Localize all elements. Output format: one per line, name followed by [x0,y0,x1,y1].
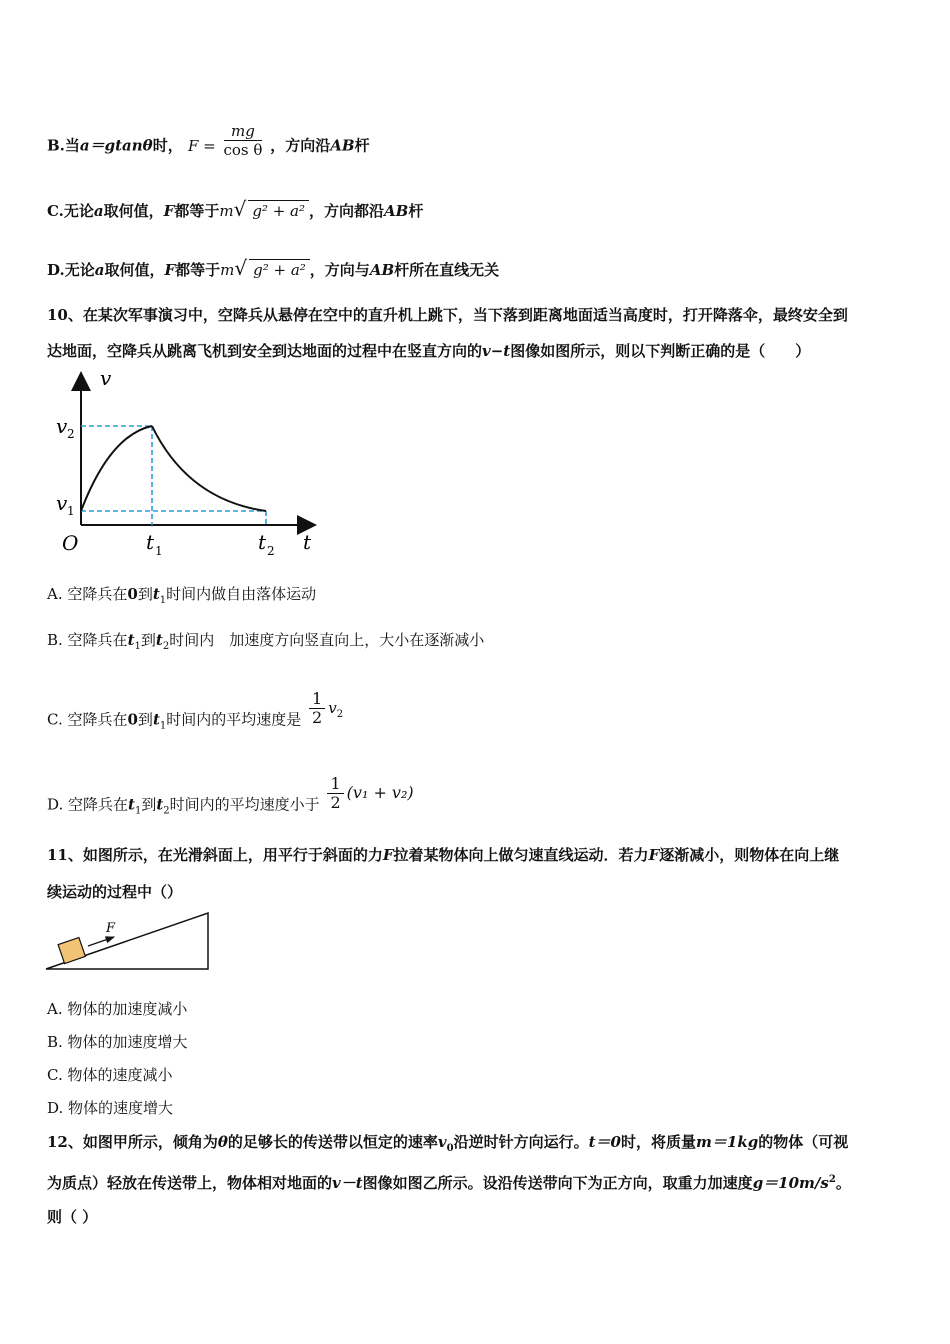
q11-force-label: F [106,921,116,936]
q10-label-t1: t [146,530,155,554]
q9-b-formula [187,122,270,159]
q10-label-v2-sub: 2 [67,427,75,441]
q9-c-formula: m√ g² + a² [219,202,309,220]
q12-stem-line1 [47,1132,848,1159]
q10-label-v: v [100,366,112,390]
q10-option-b [47,630,484,657]
q12-stem-2a: 为质点）轻放在传送带上，物体相对地面的 [47,1174,333,1192]
q10-d-half-num: 1 [327,775,343,794]
q10-b-t1-sub: 1 [134,641,141,652]
q10-d-text: D. 空降兵在 [47,795,129,814]
q9-b-fraction [224,122,263,159]
q9-c-radicand: g² + a² [248,200,309,221]
q11-stem-1c: 拉着某物体向上做匀速直线运动．若力 [393,846,649,864]
q9-d-F: F [164,261,176,279]
q10-d-expr: (v₁ + v₂) [346,782,414,802]
q11-block [58,938,85,964]
q10-d-half [327,775,343,812]
q9-d-end: 杆所在直线无关 [394,261,500,279]
q12-v0: v [437,1133,447,1151]
q12-stem-line2 [47,1170,851,1193]
q9-c-F: F [163,202,175,220]
q11-stem-line1 [47,845,839,865]
q9-option-d [47,258,499,280]
q10-c-half [309,690,325,727]
q11-option-c: C. 物体的速度减小 [47,1066,173,1084]
q10-d-t1: t [128,795,135,814]
q10-c-t1: t [152,710,160,729]
q12-theta: θ [217,1133,228,1151]
q9-b-ab: AB [330,136,355,155]
q10-c-v: v [328,698,337,717]
q12-g-sup: 2 [828,1174,836,1185]
q10-label-t2: t [258,530,267,554]
q10-d-to: 到 [141,795,157,814]
q10-d-t2-sub: 2 [163,805,170,817]
q10-b-t2: t [155,631,163,649]
q11-incline-figure [44,910,214,974]
q9-d-m: m [220,261,235,279]
q11-option-a: A. 物体的加速度减小 [47,1000,188,1018]
q9-d-ab: AB [369,261,395,279]
q9-option-c [47,199,423,221]
q10-b-t2-sub: 2 [162,641,170,652]
q9-b-den: cos θ [223,141,263,159]
q12-g: g＝10m/s [752,1174,829,1192]
q10-label-v1: v [56,491,68,515]
q10-stem-2c: 图像如图所示，则以下判断正确的是（ ） [510,342,811,360]
q10-a-end: 时间内做自由落体运动 [166,585,317,603]
q9-b-mid: 时， [152,136,183,155]
q12-vt: v－t [332,1174,363,1192]
q9-d-mid: 取何值， [104,261,165,279]
q10-d-end: 时间内的平均速度小于 [169,795,320,814]
q10-label-v1-sub: 1 [67,504,75,518]
q10-a-text: A. 空降兵在 [47,585,128,603]
q10-curve-fall [152,426,266,511]
q12-stem-line3: 则（ ） [47,1208,98,1226]
q10-c-half-num: 1 [309,690,325,709]
q10-label-t: t [303,530,312,554]
q10-c-end: 时间内的平均速度是 [166,710,302,729]
q10-stem-line1: 10、在某次军事演习中，空降兵从悬停在空中的直升机上跳下，当下落到距离地面适当高度时，打开降落伞，最终安全到 [47,306,848,324]
q9-c-end: 杆 [408,202,424,220]
q10-label-v2: v [56,414,68,438]
q9-c-m: m [219,202,234,220]
q11-stem-F1: F [382,846,394,864]
q9-c-a: a [93,202,104,220]
q10-a-t: t [152,585,160,603]
q9-b-suffix: ，方向沿 [270,136,331,155]
q9-d-suffix: ，方向与 [309,261,370,279]
q10-b-text: B. 空降兵在 [47,631,128,649]
q9-c-suffix: ，方向都沿 [309,202,385,220]
q10-vt-graph [48,365,328,560]
q11-stem-1a: 11、如图所示，在光滑斜面上，用平行于斜面的力 [47,846,383,864]
q9-b-eq: = [203,136,216,155]
q12-stem-2c: 。 [835,1174,851,1192]
q10-label-t1-sub: 1 [155,544,163,558]
q12-stem-1b: 的足够长的传送带以恒定的速率 [227,1133,438,1151]
q9-b-cond: a＝gtanθ [79,136,153,155]
q12-stem-1e: 的物体（可视 [758,1133,849,1151]
q9-d-a: a [94,261,105,279]
q10-option-d [47,774,414,824]
q9-c-ab: AB [384,202,409,220]
q9-option-b [47,122,370,165]
q10-b-t1: t [127,631,135,649]
q10-d-t1-sub: 1 [134,805,142,817]
q12-t0: t＝0 [588,1133,621,1151]
q10-c-to: 到 [137,710,153,729]
q10-b-to: 到 [140,631,156,649]
q9-d-formula: m√ g² + a² [220,261,310,279]
q10-stem-line2 [47,341,810,361]
q10-label-t2-sub: 2 [267,544,275,558]
q10-label-origin: O [62,531,79,555]
q9-b-num: mg [224,122,263,141]
q9-d-radicand: g² + a² [249,259,310,280]
q10-b-end: 时间内 加速度方向竖直向上，大小在逐渐减小 [169,631,485,649]
q11-option-b: B. 物体的加速度增大 [47,1033,188,1051]
q10-d-half-den: 2 [330,793,341,812]
q10-c-half-den: 2 [312,708,323,727]
q9-b-end: 杆 [354,136,370,155]
q10-stem-vt: v−t [482,342,511,360]
q12-stem-1c: 沿逆时针方向运行。 [453,1133,589,1151]
q12-v0-sub: 0 [446,1143,454,1154]
q11-stem-1e: 逐渐减小，则物体在向上继 [659,846,840,864]
q10-d-t2: t [156,795,164,814]
q10-c-v-sub: 2 [336,708,344,720]
q10-c-zero: 0 [127,710,138,729]
q12-stem-1a: 12、如图甲所示，倾角为 [47,1133,218,1151]
q10-c-text: C. 空降兵在 [47,710,128,729]
q10-stem-2a: 达地面，空降兵从跳离飞机到安全到达地面的过程中在竖直方向的 [47,342,483,360]
q12-stem-1d: 时，将质量 [621,1133,697,1151]
q11-force-arrow [88,937,114,946]
q9-b-prefix: B.当 [47,136,80,155]
q10-option-a [47,584,316,611]
q10-a-zero: 0 [127,585,138,603]
q10-a-to: 到 [137,585,153,603]
q9-c-mid2: 都等于 [174,202,220,220]
q10-c-t1-sub: 1 [159,720,167,732]
q9-c-prefix: C.无论 [47,202,94,220]
q9-d-mid2: 都等于 [175,261,221,279]
q10-curve-rise [81,426,152,511]
q10-option-c [47,689,344,739]
q11-stem-F2: F [648,846,660,864]
q12-stem-2b: 图像如图乙所示。设沿传送带向下为正方向，取重力加速度 [362,1174,753,1192]
q12-mass: m＝1kg [696,1133,759,1151]
q11-option-d: D. 物体的速度增大 [47,1099,174,1117]
q9-d-prefix: D.无论 [47,261,95,279]
q9-b-F: F [187,136,199,155]
q10-a-t-sub: 1 [159,595,167,606]
q11-stem-line2: 续运动的过程中（） [47,883,183,901]
q9-c-mid: 取何值， [103,202,164,220]
